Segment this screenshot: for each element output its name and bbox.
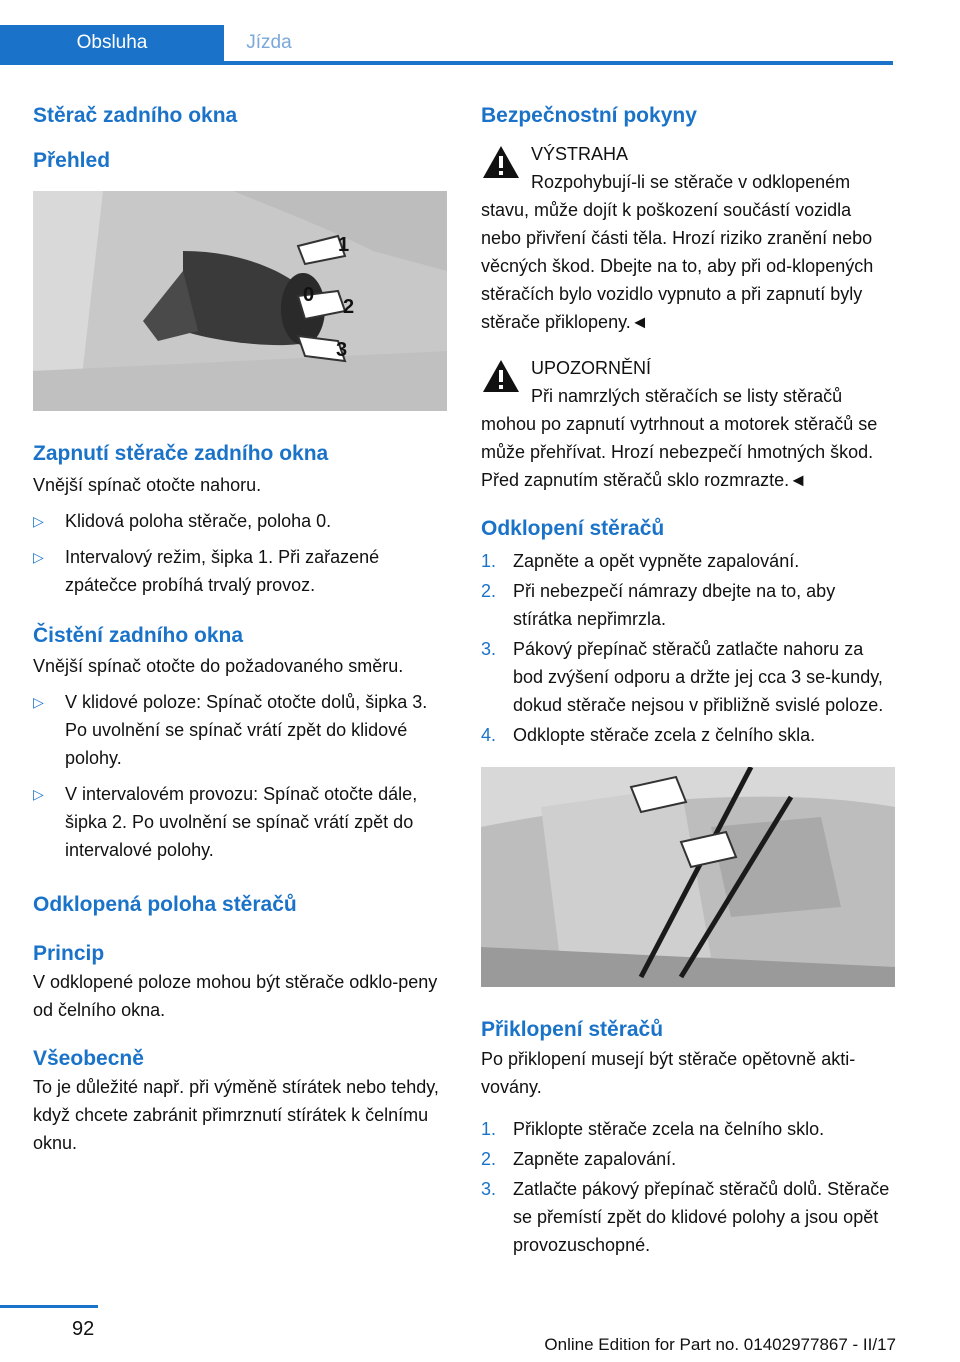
list-item: 4. Odklopte stěrače zcela z čelního skla.	[481, 725, 816, 746]
page-number: 92	[72, 1318, 95, 1340]
warning-triangle-icon	[481, 144, 521, 180]
bullet-triangle-icon: ▷	[33, 693, 44, 710]
section-title-safety: Bezpečnostní pokyny	[481, 104, 697, 127]
list-item: ▷ Intervalový režim, šipka 1. Při zařazené zpátečce probíhá trvalý provoz.	[33, 543, 447, 599]
list-item: 3. Pákový přepínač stěračů zatlačte nahoru za bod zvýšení odporu a držte jej cca 3 se‐kundy, dokud stěrače nejsou v přibližně svislé poloze.	[481, 639, 884, 716]
list-item: 3. Zatlačte pákový přepínač stěračů dolů. Stěrače se přemístí zpět do klidové polohy a jsou opět provozuschopné.	[481, 1178, 890, 1255]
subsection-title-cleaning: Čistění zadního okna	[33, 623, 244, 647]
paragraph-fold-back: Po přiklopení musejí být stěrače opětovně akti‐vovány.	[481, 1048, 856, 1097]
left-column	[33, 100, 447, 1157]
section-title-rear-wiper: Stěrač zadního okna	[33, 104, 238, 127]
list-item: 1. Přiklopte stěrače zcela na čelního sklo.	[481, 1118, 825, 1139]
arrow-label-3: 3	[336, 339, 348, 362]
list-item: 1. Zapněte a opět vypněte zapalování.	[481, 551, 800, 572]
section-title-folded-out: Odklopená poloha stěračů	[33, 892, 297, 916]
subsection-title-switch-on: Zapnutí stěrače zadního okna	[33, 442, 329, 466]
switch-illustration	[33, 191, 447, 411]
notice-text: Při namrzlých stěračích se listy stěračů mohou po zapnutí vytrhnout a motorek stěračů se může přehřívat. Hrozí nebezpečí hmotných škod. Před zapnutím stěračů sklo rozmrazte.◄	[481, 386, 878, 491]
subsection-title-general: Všeobecně	[33, 1047, 144, 1071]
paragraph-switch-on: Vnější spínač otočte nahoru.	[33, 474, 262, 495]
tab-obsluha[interactable]: Obsluha	[0, 25, 224, 61]
paragraph-general: To je důležité např. při výměně stírátek nebo tehdy, když chcete zabránit přimrznutí stírátek k čelnímu oknu.	[33, 1077, 439, 1154]
bullet-triangle-icon: ▷	[33, 512, 44, 529]
bullet-triangle-icon: ▷	[33, 548, 44, 565]
windshield-wipers-image	[481, 767, 895, 987]
tab-jizda[interactable]: Jízda	[246, 32, 292, 53]
list-item: 2. Zapněte zapalování.	[481, 1148, 677, 1169]
chapter-tabs	[0, 25, 893, 65]
arrow-label-1: 1	[338, 234, 350, 257]
paragraph-cleaning: Vnější spínač otočte do požadovaného směru.	[33, 655, 404, 676]
subsection-title-overview: Přehled	[33, 149, 111, 173]
wiper-illustration	[481, 767, 895, 987]
warning-title: VÝSTRAHA	[531, 144, 629, 165]
warning-block	[481, 140, 895, 336]
list-item: ▷ V klidové poloze: Spínač otočte dolů, šipka 3. Po uvolnění se spínač vrátí zpět do klidové polohy.	[33, 688, 447, 772]
notice-block	[481, 354, 895, 494]
warning-text: Rozpohybují-li se stěrače v odklopeném stavu, může dojít k poškození součástí vozidla nebo přivření části těla. Hrozí riziko zranění nebo věcných škod. Dbejte na to, aby při od‐klopených stěračích bylo vozidlo vypnuto a při zapnutí byly stěrače přiklopeny.◄	[481, 172, 874, 333]
edition-footer: Online Edition for Part no. 01402977867 - II/17	[544, 1335, 896, 1354]
bullet-triangle-icon: ▷	[33, 785, 44, 802]
paragraph-principle: V odklopené poloze mohou být stěrače odklo‐peny od čelního okna.	[33, 972, 438, 1021]
arrow-label-2: 2	[343, 296, 355, 319]
notice-title: UPOZORNĚNÍ	[531, 358, 652, 379]
subsection-title-fold-back: Přiklopení stěračů	[481, 1018, 664, 1042]
list-item: ▷ Klidová poloha stěrače, poloha 0.	[33, 507, 447, 535]
subsection-title-fold-out: Odklopení stěračů	[481, 517, 665, 541]
position-label-0: 0	[303, 284, 315, 307]
footer-accent-line	[0, 1305, 98, 1308]
warning-triangle-icon	[481, 358, 521, 394]
rear-wiper-switch-image	[33, 191, 447, 411]
list-item: 2. Při nebezpečí námrazy dbejte na to, aby stírátka nepřimrzla.	[481, 581, 836, 630]
right-column	[481, 100, 895, 1259]
subsection-title-principle: Princip	[33, 941, 105, 965]
list-item: ▷ V intervalovém provozu: Spínač otočte dále, šipka 2. Po uvolnění se spínač vrátí zpět do intervalové polohy.	[33, 780, 447, 864]
